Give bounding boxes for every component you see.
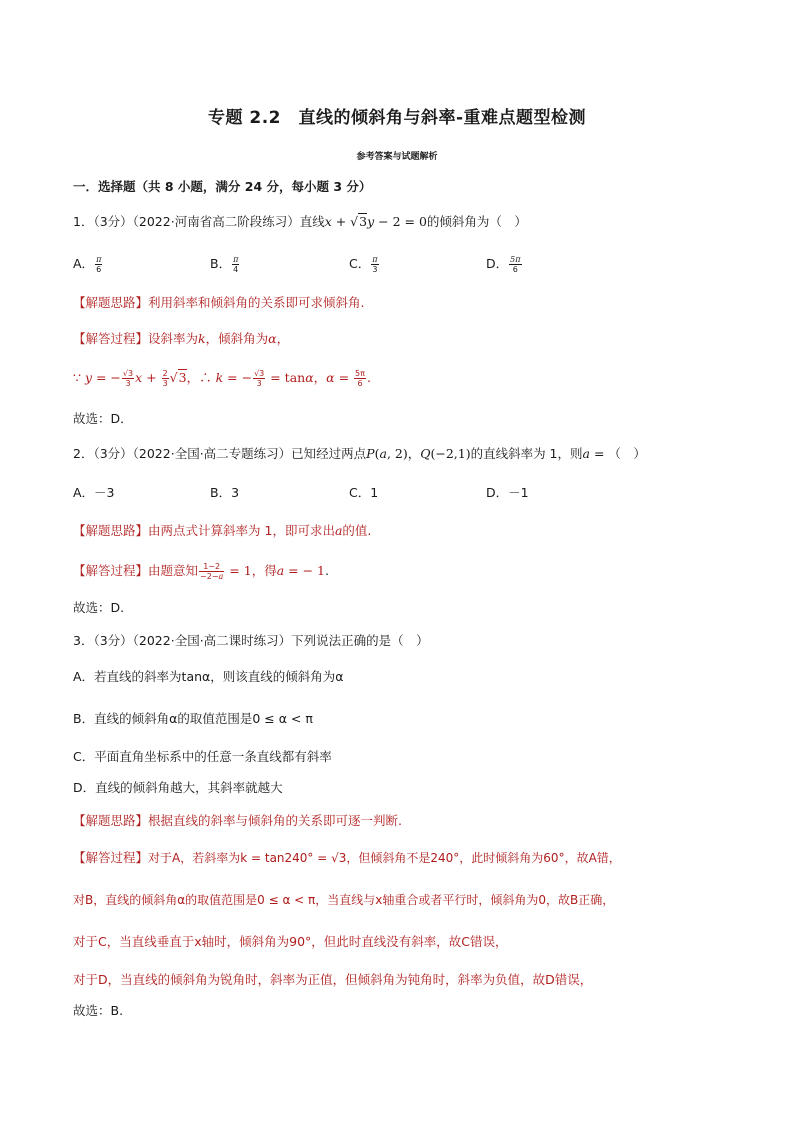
q2-option-c: C．1	[349, 485, 379, 500]
q1-idea	[73, 294, 365, 312]
q1-answer: 故选：D．	[73, 411, 133, 426]
q2-stem: 2．（3分）（2022·全国·高二专题练习）已知经过两点P(a, 2)，Q(−2,1)的直线斜率为 1，则a = （ ）	[73, 446, 646, 461]
page-subtitle: 参考答案与试题解析	[356, 152, 438, 162]
q3-option-b: B．直线的倾斜角α的取值范围是0 ≤ α < π	[73, 711, 313, 726]
q3-process-1: 【解答过程】对于A，若斜率为k = tan240° = √3，但倾斜角不是240°，此时倾斜角为60°，故A错，	[73, 850, 621, 865]
q3-process-3: 对于C，当直线垂直于x轴时，倾斜角为90°，但此时直线没有斜率，故C错误，	[73, 934, 508, 949]
q1-stem-prefix: 1．（3分）（2022·河南省高二阶段练习）直线	[73, 214, 325, 229]
q2-process: 【解答过程】由题意知 $\frac{1-2}{-2-a}$ = 1，得a = − 1.	[73, 562, 329, 581]
q3-option-d: D．直线的倾斜角越大，其斜率就越大	[73, 780, 283, 795]
q3-option-c: C．平面直角坐标系中的任意一条直线都有斜率	[73, 749, 332, 764]
q1-idea-text: 利用斜率和倾斜角的关系即可求倾斜角.	[148, 295, 365, 310]
q1-process-tag: 【解答过程】	[73, 331, 149, 346]
q3-answer: 故选：B.	[73, 1003, 124, 1018]
q1-option-c: C． $\frac{\pi}{3}$	[349, 255, 378, 274]
q2-option-d: D．－1	[486, 485, 529, 500]
q1-stem: 1．（3分）（2022·河南省高二阶段练习）直线x + √3y − 2 = 0的倾斜角为（ ）	[73, 214, 527, 229]
page-title: 专题 2.2 直线的倾斜角与斜率-重难点题型检测	[207, 108, 587, 128]
q2-answer: 故选：D.	[73, 600, 125, 615]
q1-equation: x	[324, 214, 332, 229]
q2-option-a: A．－3	[73, 485, 115, 500]
q2-idea: 【解题思路】由两点式计算斜率为 1，即可求出a的值.	[73, 523, 372, 538]
q3-process-2: 对B，直线的倾斜角α的取值范围是0 ≤ α < π，当直线与x轴重合或者平行时，倾斜角为0，故B正确，	[73, 893, 615, 907]
q3-process-4: 对于D，当直线的倾斜角为锐角时，斜率为正值，但倾斜角为钝角时，斜率为负值，故D错误，	[73, 972, 593, 987]
q1-process: 【解答过程】设斜率为k，倾斜角为α，	[73, 331, 290, 346]
q1-option-a: A． $\frac{\pi}{6}$	[73, 255, 102, 274]
section-heading: 一．选择题（共 8 小题，满分 24 分，每小题 3 分）	[73, 179, 372, 194]
q1-idea-tag: 【解题思路】	[73, 295, 149, 310]
q3-stem: 3．（3分）（2022·全国·高二课时练习）下列说法正确的是（ ）	[73, 633, 429, 648]
q3-idea: 【解题思路】根据直线的斜率与倾斜角的关系即可逐一判断.	[73, 813, 402, 828]
q1-stem-suffix: 的倾斜角为（ ）	[426, 214, 527, 229]
q1-option-d: D． $\frac{5\pi}{6}$	[486, 255, 521, 274]
q1-option-b: B． $\frac{\pi}{4}$	[210, 255, 239, 274]
q3-option-a: A．若直线的斜率为tanα，则该直线的倾斜角为α	[73, 669, 344, 684]
q1-derivation: ∵ y = − $\frac{√3}{3}$ x + $\frac{2}{3}$ √3，∴ k = − $\frac{√3}{3}$ = tanα，α = $\frac{5\pi}{6}$ .	[73, 369, 371, 388]
q2-option-b: B．3	[210, 485, 240, 500]
